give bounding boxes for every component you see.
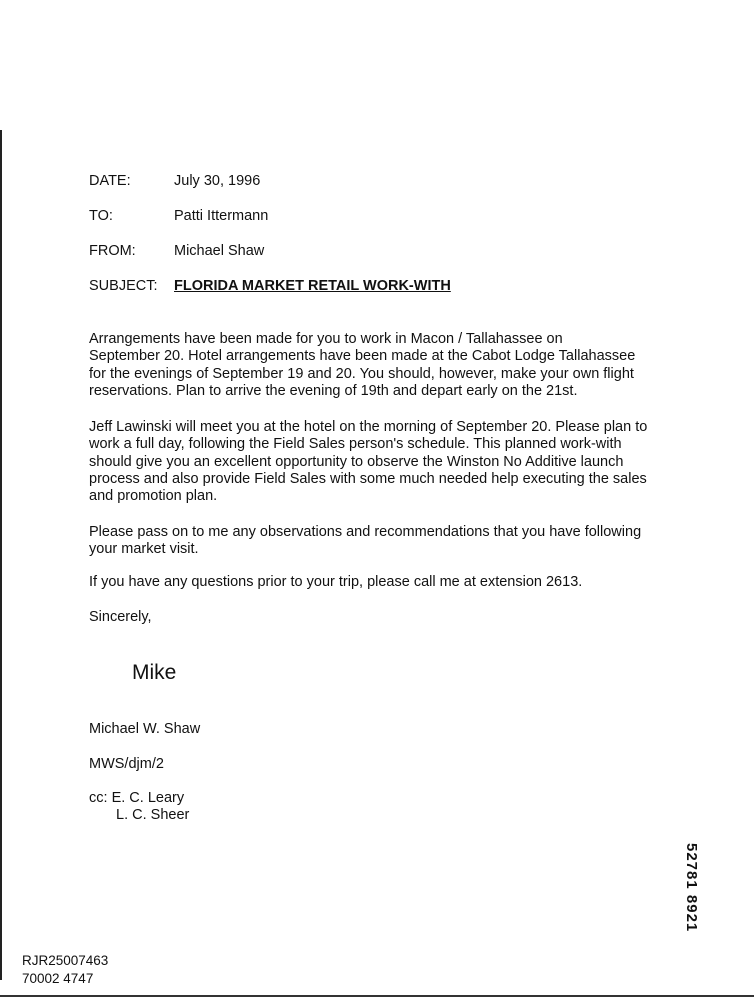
to-row: [89, 207, 268, 225]
signature: Mike: [132, 661, 177, 684]
date-row: [89, 172, 260, 190]
cc-line-1: [89, 790, 189, 807]
to-label: TO:: [89, 208, 113, 224]
from-value: Michael Shaw: [174, 243, 265, 259]
cc-block: [89, 790, 189, 825]
bates-number-vertical: 52781 8921: [683, 843, 700, 933]
scan-bottom-edge: [0, 995, 754, 997]
from-row: [89, 242, 264, 260]
body-paragraph-3: Please pass on to me any observations and recommendations that you have following your market visit.: [89, 524, 642, 558]
signer-name: Michael W. Shaw: [89, 721, 201, 737]
cc-label: cc:: [89, 790, 108, 806]
salutation: Sincerely,: [89, 609, 152, 625]
cc-line-2: [89, 807, 189, 824]
to-value: Patti Ittermann: [174, 208, 269, 224]
cc-recipient: L. C. Sheer: [116, 807, 190, 824]
body-paragraph-4: If you have any questions prior to your trip, please call me at extension 2613.: [89, 574, 583, 590]
scan-left-edge: [0, 130, 2, 980]
from-label: FROM:: [89, 243, 136, 259]
document-id-line-2: 70002 4747: [22, 971, 94, 986]
date-value: July 30, 1996: [174, 173, 261, 189]
subject-label: SUBJECT:: [89, 278, 158, 294]
date-label: DATE:: [89, 173, 131, 189]
reference-initials: MWS/djm/2: [89, 756, 164, 772]
cc-recipient: E. C. Leary: [111, 790, 185, 806]
body-paragraph-1: Arrangements have been made for you to work in Macon / Tallahassee on September 20. Hotel arrangements have been made at the Cabot Lodge Tallahassee for the evenings of September 19 and 20. You should, however, make your own flight reservations. Plan to arrive the evening of 19th and depart early on the 21st.: [89, 331, 636, 399]
document-id-line-1: RJR25007463: [22, 953, 109, 968]
subject-value: FLORIDA MARKET RETAIL WORK-WITH: [174, 278, 451, 294]
subject-row: [89, 277, 451, 295]
body-paragraph-2: Jeff Lawinski will meet you at the hotel on the morning of September 20. Please plan to work a full day, following the Field Sales person's schedule. This planned work-with should give you an excellent opportunity to observe the Winston No Additive launch process and also provide Field Sales with some much needed help executing the sales and promotion plan.: [89, 419, 648, 505]
